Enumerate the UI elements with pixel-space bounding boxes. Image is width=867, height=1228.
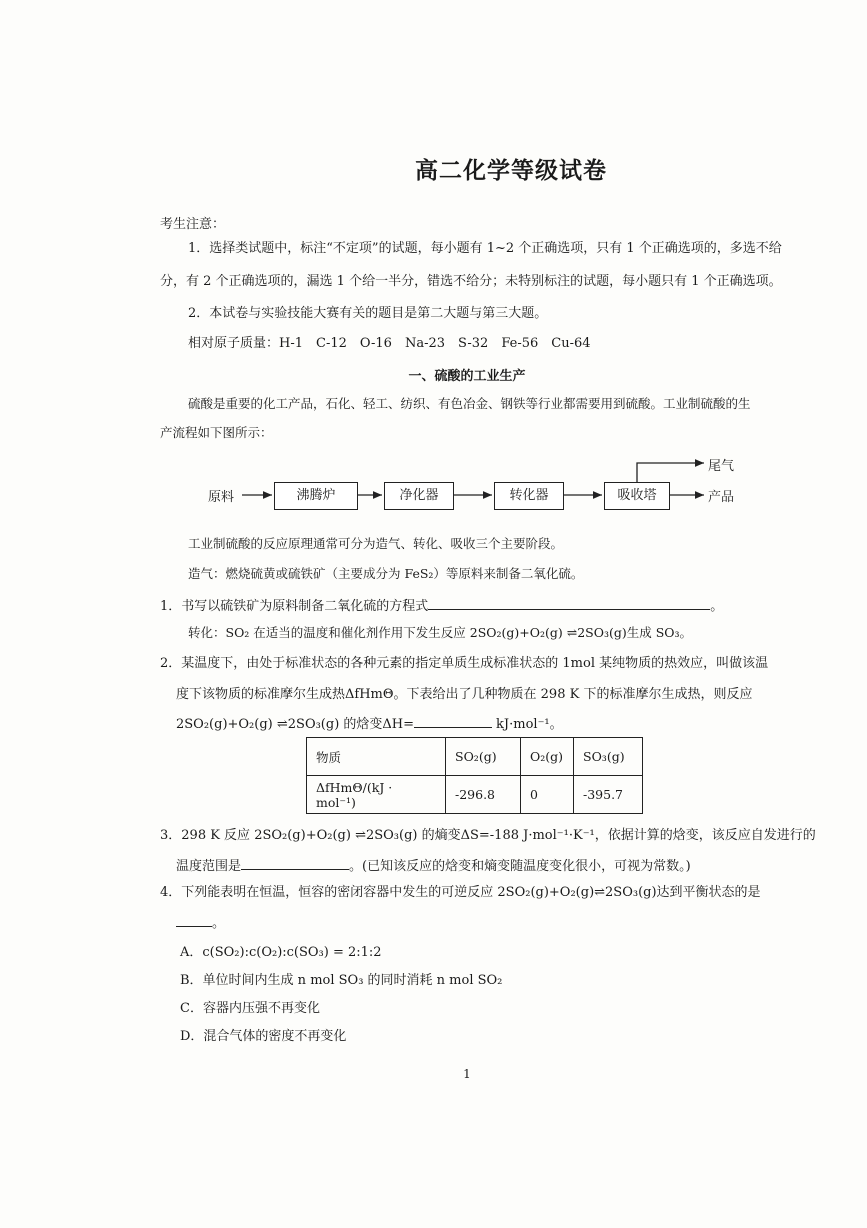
table-cell: -395.7 [574,776,643,814]
notice-heading: 考生注意： [160,217,226,232]
notice-item2: 2．本试卷与实验技能大赛有关的题目是第二大题与第三大题。 [188,306,548,321]
flow-box-boiling-furnace: 沸腾炉 [274,482,358,510]
page-title: 高二化学等级试卷 [415,157,607,184]
table-row [307,776,643,814]
section-intro-line1: 硫酸是重要的化工产品，石化、轻工、纺织、有色冶金、钢铁等行业都需要用到硫酸。工业制硫酸的生 [188,396,751,411]
table-header-row [307,738,643,776]
question-2-equation: 2SO₂(g)+O₂(g) ⇌2SO₃(g) 的焓变ΔH= [176,717,415,732]
notice-item1-line1: 1．选择类试题中，标注“不定项”的试题，每小题有 1~2 个正确选项，只有 1 个正确选项的，多选不给 [188,241,782,256]
gas-making-text: 造气：燃烧硫黄或硫铁矿（主要成分为 FeS₂）等原料来制备二氧化硫。 [188,566,584,581]
flow-start-label: 原料 [208,490,235,505]
conversion-text: 转化：SO₂ 在适当的温度和催化剂作用下发生反应 2SO₂(g)+O₂(g) ⇌2SO₃(g)生成 SO₃。 [188,625,693,640]
answer-blank-q1[interactable] [428,595,710,610]
option-b: B．单位时间内生成 n mol SO₃ 的同时消耗 n mol SO₂ [180,973,503,988]
question-2-unit: kJ·mol⁻¹。 [496,717,563,732]
section-heading: 一、硫酸的工业生产 [408,369,526,384]
question-4-line2 [176,912,225,933]
flow-box-converter: 转化器 [494,482,564,510]
table-header-cell: SO₃(g) [574,738,643,776]
answer-blank-q3[interactable] [241,855,349,870]
question-3-line1: 3．298 K 反应 2SO₂(g)+O₂(g) ⇌2SO₃(g) 的熵变ΔS=-188 J·mol⁻¹·K⁻¹，依据计算的焓变，该反应自发进行的 [160,828,816,843]
answer-blank-q2[interactable] [414,713,492,728]
question-1 [160,595,723,616]
table-header-cell: 物质 [307,738,446,776]
process-flow-diagram [200,455,760,525]
option-c: C．容器内压强不再变化 [180,1001,320,1016]
table-cell: 0 [521,776,574,814]
table-cell: -296.8 [446,776,521,814]
flow-output-product: 产品 [708,490,735,505]
question-3-line2 [176,855,691,876]
page-number: 1 [463,1067,471,1081]
question-1-text: 1．书写以硫铁矿为原料制备二氧化硫的方程式 [160,599,429,614]
table-header-cell: O₂(g) [521,738,574,776]
question-3-suffix: 。(已知该反应的焓变和熵变随温度变化很小，可视为常数。) [349,859,691,874]
question-4-line1: 4．下列能表明在恒温，恒容的密闭容器中发生的可逆反应 2SO₂(g)+O₂(g)⇌2SO₃(g)达到平衡状态的是 [160,885,761,900]
notice-item1-line2: 分，有 2 个正确选项的，漏选 1 个给一半分，错选不给分；未特别标注的试题，每小题只有 1 个正确选项。 [160,274,782,289]
question-3-prefix: 温度范围是 [176,859,242,874]
question-2-line2: 度下该物质的标准摩尔生成热ΔfHmΘ。下表给出了几种物质在 298 K 下的标准摩尔生成热，则反应 [176,687,753,702]
answer-blank-q4[interactable] [176,912,212,927]
table-row-label: ΔfHmΘ/(kJ · mol⁻¹) [307,776,446,814]
flow-box-purifier: 净化器 [384,482,454,510]
table-header-cell: SO₂(g) [446,738,521,776]
stages-text: 工业制硫酸的反应原理通常可分为造气、转化、吸收三个主要阶段。 [188,536,564,551]
atomic-mass-line: 相对原子质量：H-1 C-12 O-16 Na-23 S-32 Fe-56 Cu-64 [188,336,591,351]
section-intro-line2: 产流程如下图所示： [160,425,273,440]
question-1-end: 。 [710,599,724,614]
flow-output-tail-gas: 尾气 [708,459,735,474]
option-d: D．混合气体的密度不再变化 [180,1029,347,1044]
option-a: A．c(SO₂):c(O₂):c(SO₃) = 2:1:2 [180,945,382,960]
question-4-end: 。 [212,916,226,931]
question-2-line1: 2．某温度下，由处于标准状态的各种元素的指定单质生成标准状态的 1mol 某纯物质的热效应，叫做该温 [160,656,769,671]
formation-enthalpy-table [306,737,643,814]
question-2-line3 [176,713,563,734]
flow-box-absorption-tower: 吸收塔 [604,482,670,510]
